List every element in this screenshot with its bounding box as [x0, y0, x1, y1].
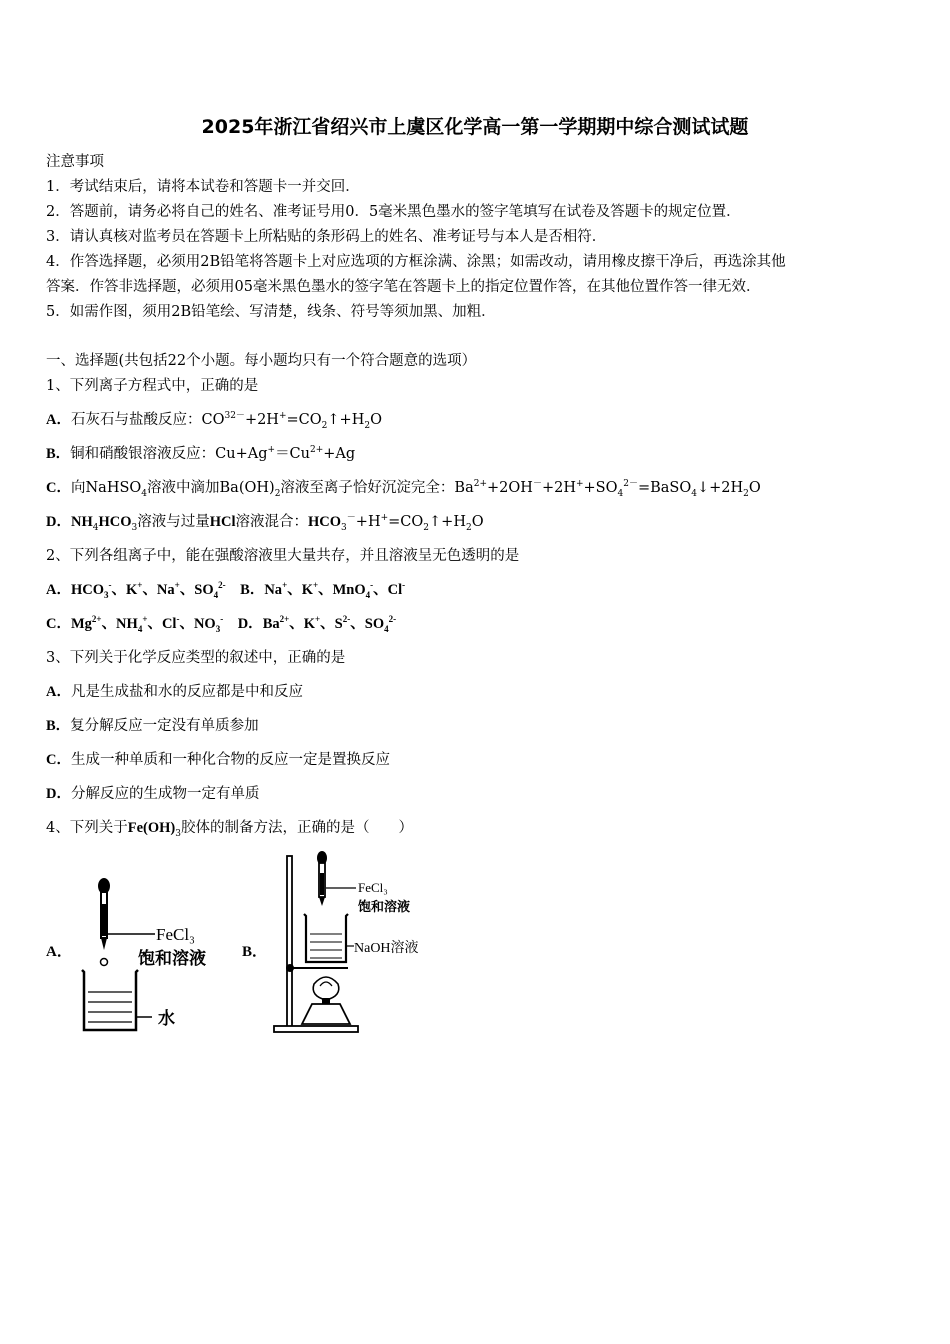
question-1-option-a[interactable]	[46, 410, 382, 430]
question-4-stem	[46, 818, 413, 838]
formula-sub: 3	[175, 828, 181, 839]
section-heading: 一、选择题(共包括22个小题。每小题均只有一个符合题意的选项）	[46, 353, 477, 369]
option-b-apparatus-diagram	[268, 848, 448, 1038]
formula-sup: -	[370, 580, 374, 591]
formula-part: O	[471, 514, 484, 530]
question-3-option-a[interactable]	[46, 682, 303, 702]
formula-part: +2OH	[487, 480, 533, 496]
formula-sub: 4	[137, 623, 143, 634]
formula-part: +SO	[583, 480, 618, 496]
formula-part: +Ag	[323, 446, 356, 462]
option-text: 生成一种单质和一种化合物的反应一定是置换反应	[70, 752, 390, 768]
flame	[313, 977, 339, 1000]
formula-sup: 2-	[342, 614, 351, 625]
formula-sub: 3	[215, 623, 221, 634]
formula-sup: +	[174, 580, 180, 591]
droplet	[101, 959, 108, 966]
stem-part: 胶体的制备方法，正确的是（ ）	[180, 820, 413, 836]
option-label: C．	[46, 480, 71, 496]
option-label: B．	[240, 582, 265, 598]
formula-sup: 2-	[218, 580, 226, 591]
question-1-option-c[interactable]	[46, 478, 761, 498]
formula-sub: 2	[423, 522, 430, 533]
beaker-outline	[82, 970, 138, 1030]
formula-sub: 4	[365, 589, 371, 600]
formula-sub: 2	[743, 488, 749, 499]
formula-part: 、NO	[179, 616, 216, 632]
formula-sub: 3	[341, 522, 347, 533]
formula-part: 、K	[287, 582, 313, 598]
formula-sup: +	[267, 445, 276, 456]
question-1-option-d[interactable]	[46, 512, 484, 532]
question-4-option-a-label[interactable]: A．	[46, 944, 72, 960]
formula-sup: +	[380, 513, 389, 524]
option-text: 向NaHSO	[70, 480, 142, 496]
alcohol-lamp	[302, 1004, 350, 1024]
formula-sup: +	[137, 580, 143, 591]
question-3-stem: 3、下列关于化学反应类型的叙述中，正确的是	[46, 650, 346, 666]
formula-part: O	[370, 412, 382, 428]
option-label: C．	[46, 752, 71, 768]
formula-sub: 4	[92, 522, 99, 533]
formula-sup: -	[108, 580, 112, 591]
question-1-stem: 1、下列离子方程式中，正确的是	[46, 378, 259, 394]
formula-part: ↑+H	[327, 412, 365, 428]
formula-sup: 2－	[230, 411, 245, 422]
formula-part: 、Na	[142, 582, 175, 598]
formula-part: =CO	[286, 412, 322, 428]
option-text: 分解反应的生成物一定有单质	[70, 786, 260, 802]
question-3-option-b[interactable]	[46, 716, 259, 736]
formula-part: Mg	[70, 616, 92, 632]
notice-item-2: 2．答题前，请务必将自己的姓名、准考证号用0．5毫米黑色墨水的签字笔填写在试卷及答题卡的规定位置．	[46, 204, 741, 220]
question-1-option-b[interactable]	[46, 444, 355, 464]
dropper-tip	[101, 938, 107, 950]
formula-sup: 3	[224, 411, 231, 422]
beaker-outline	[304, 914, 348, 962]
formula-sub: 2	[465, 522, 472, 533]
option-text: 复分解反应一定没有单质参加	[70, 718, 259, 734]
stand-rod	[287, 856, 292, 1028]
question-4-option-b-label[interactable]: B．	[242, 944, 268, 960]
formula-part: O	[748, 480, 761, 496]
formula-sup: －	[532, 479, 542, 490]
formula-sub: 2	[364, 420, 371, 431]
formula-part: Ba	[262, 616, 280, 632]
option-a-apparatus-diagram	[70, 872, 220, 1037]
formula-sup: -	[176, 614, 180, 625]
formula-part: 、Cl	[147, 616, 177, 632]
formula-sup: -	[220, 614, 224, 625]
formula-part: HCl	[209, 514, 236, 530]
formula-sup: +	[312, 580, 319, 591]
formula-sup: +	[282, 580, 288, 591]
formula-part: 溶液中滴加Ba(OH)	[147, 480, 275, 496]
formula-part: 、SO	[179, 582, 214, 598]
formula-sup: +	[315, 614, 321, 625]
dropper-liquid	[320, 873, 324, 895]
question-2-options-ab[interactable]	[46, 580, 405, 600]
formula-part: =BaSO	[637, 480, 692, 496]
formula-sup: +	[142, 614, 148, 625]
formula-part: HCO	[98, 514, 132, 530]
formula-sub: 3	[104, 589, 109, 600]
formula-sup: 2－	[623, 479, 638, 490]
notice-item-1: 1．考试结束后，请将本试卷和答题卡一并交回．	[46, 179, 360, 195]
formula-sup: －	[346, 513, 356, 524]
formula-part: 、K	[111, 582, 138, 598]
option-text: 石灰石与盐酸反应：CO	[70, 412, 225, 428]
formula-sup: 2-	[388, 614, 397, 625]
option-label: C．	[46, 616, 71, 632]
spacer	[223, 616, 238, 632]
formula-sup: 2+	[473, 479, 488, 490]
formula-sup: 2+	[279, 614, 290, 625]
formula-part: 、S	[320, 616, 343, 632]
formula-sub: 4	[141, 488, 148, 499]
stand-base	[274, 1026, 358, 1032]
formula-part: 、NH	[101, 616, 138, 632]
formula-part: +H	[355, 514, 381, 530]
dropper-liquid	[102, 904, 106, 936]
notice-heading: 注意事项	[46, 154, 104, 170]
notice-item-4-cont: 答案．作答非选择题，必须用05毫米黑色墨水的签字笔在答题卡上的指定位置作答，在其他位置作答一律无效．	[46, 279, 761, 295]
formula-part: ＝Cu	[275, 446, 310, 462]
option-label: B．	[46, 718, 71, 734]
question-3-option-d[interactable]	[46, 784, 259, 804]
formula-sub: 4	[384, 623, 389, 634]
option-label: B．	[46, 446, 71, 462]
formula-sub: 4	[213, 589, 219, 600]
formula-sub: 4	[691, 488, 697, 499]
option-label: A．	[46, 684, 71, 700]
formula-sub: 4	[617, 488, 624, 499]
formula-sup: 2+	[91, 614, 102, 625]
formula-part: 溶液至离子恰好沉淀完全：Ba	[280, 480, 474, 496]
formula-sup: 2+	[310, 445, 324, 456]
option-label: D．	[46, 786, 71, 802]
question-2-stem: 2、下列各组离子中，能在强酸溶液里大量共存，并且溶液呈无色透明的是	[46, 548, 520, 564]
formula-part: ↓+2H	[697, 480, 744, 496]
formula-part: =CO	[388, 514, 424, 530]
question-2-options-cd[interactable]	[46, 614, 396, 634]
formula-sup: -	[402, 580, 406, 591]
formula-part: +2H	[541, 480, 576, 496]
naoh-label: NaOH溶液	[354, 941, 419, 956]
formula-sup: +	[278, 411, 287, 422]
notice-item-5: 5．如需作图，须用2B铅笔绘、写清楚，线条、符号等须加黑、加粗．	[46, 304, 496, 320]
question-3-option-c[interactable]	[46, 750, 390, 770]
formula-part: 、K	[289, 616, 316, 632]
formula-part: 、Cl	[373, 582, 403, 598]
spacer	[226, 582, 241, 598]
option-label: A．	[46, 582, 71, 598]
formula-part: 、MnO	[318, 582, 366, 598]
notice-item-3: 3．请认真核对监考员在答题卡上所粘贴的条形码上的姓名、准考证号与本人是否相符．	[46, 229, 607, 245]
formula-part: HCO	[70, 582, 105, 598]
formula-part: 溶液混合：	[235, 514, 309, 530]
page-title: 2025年浙江省绍兴市上虞区化学高一第一学期期中综合测试试题	[201, 116, 749, 138]
formula-sup: +	[575, 479, 584, 490]
reagent-label-2: 饱和溶液	[138, 949, 206, 969]
clamp-knob	[286, 964, 294, 972]
formula-sub: 2	[274, 488, 281, 499]
formula-sub: 3	[131, 522, 138, 533]
reagent-label-2: 饱和溶液	[358, 900, 411, 915]
option-text: NH	[70, 514, 93, 530]
formula-part: 、SO	[350, 616, 385, 632]
reagent-label: FeCl₃	[358, 880, 388, 895]
dropper-tip	[319, 897, 325, 906]
formula-part: 溶液与过量	[137, 514, 210, 530]
formula-part: +2H	[244, 412, 279, 428]
reagent-label: FeCl₃	[156, 925, 195, 944]
flame-inner	[320, 982, 332, 986]
option-text: 铜和硝酸银溶液反应：Cu+Ag	[70, 446, 268, 462]
stem-formula: Fe(OH)	[127, 820, 176, 836]
water-label: 水	[158, 1009, 175, 1029]
formula-part: Na	[264, 582, 283, 598]
formula-sub: 2	[321, 420, 328, 431]
option-label: D．	[46, 514, 71, 530]
option-label: A．	[46, 412, 71, 428]
stem-part: 4、下列关于	[46, 820, 128, 836]
notice-item-4: 4．作答选择题，必须用2B铅笔将答题卡上对应选项的方框涂满、涂黑；如需改动，请用橡皮擦干净后，再选涂其他	[46, 254, 786, 270]
lamp-wick	[322, 998, 330, 1004]
option-label: D．	[237, 616, 263, 632]
formula-part: HCO	[308, 514, 342, 530]
formula-part: ↑+H	[429, 514, 466, 530]
option-text: 凡是生成盐和水的反应都是中和反应	[70, 684, 303, 700]
